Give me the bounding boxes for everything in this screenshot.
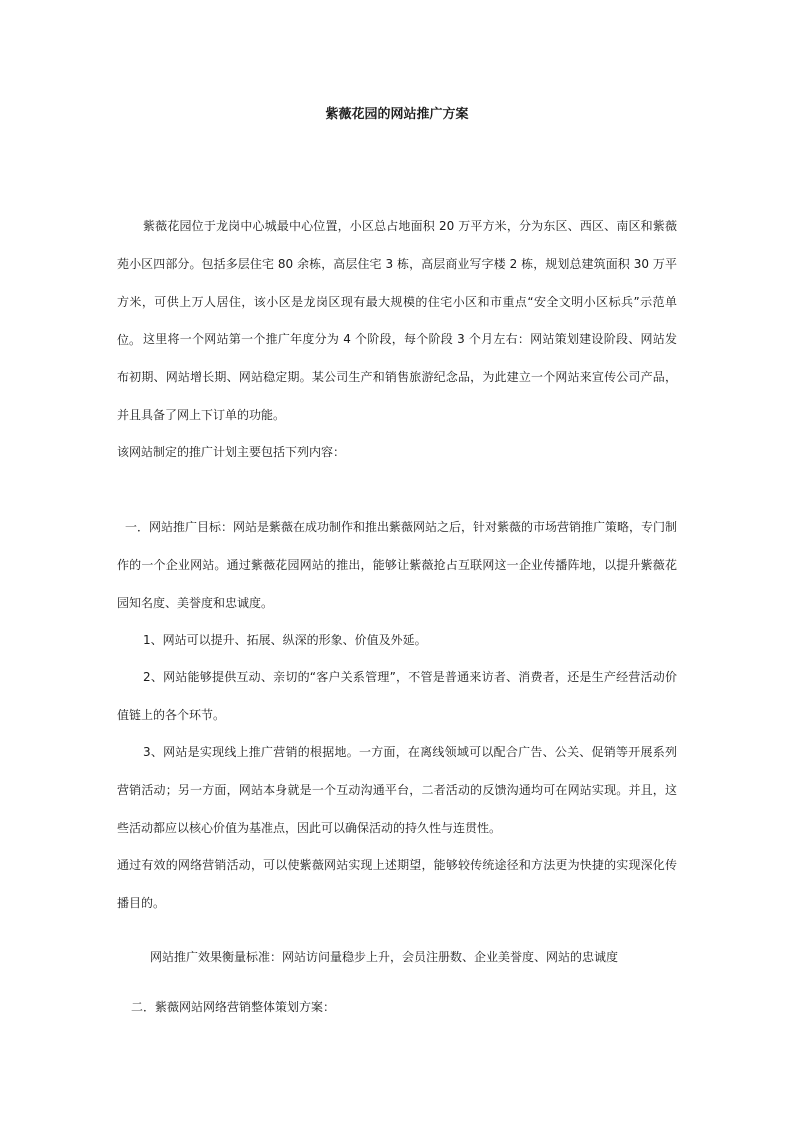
document-title: 紫薇花园的网站推广方案 — [325, 107, 469, 122]
list-item-3: 3、网站是实现线上推广营销的根据地。一方面，在离线领域可以配合广告、公关、促销等开展系列营销活动；另一方面，网站本身就是一个互动沟通平台，二者活动的反馈沟通均可在网站实现。并且，这些活动都应以核心价值为基准点，因此可以确保活动的持久性与连贯性。 — [117, 745, 677, 835]
plan-intro-paragraph: 该网站制定的推广计划主要包括下列内容： — [117, 445, 346, 459]
summary-paragraph: 通过有效的网络营销活动，可以使紫薇网站实现上述期望，能够较传统途径和方法更为快捷的实现深化传播目的。 — [117, 858, 677, 910]
effect-standard-line: 网站推广效果衡量标准：网站访问量稳步上升，会员注册数、企业美誉度、网站的忠诚度 — [150, 950, 619, 964]
section-one-paragraph: 一．网站推广目标：网站是紫薇在成功制作和推出紫薇网站之后，针对紫薇的市场营销推广策略，专门制作的一个企业网站。通过紫薇花园网站的推出，能够让紫薇抢占互联网这一企业传播阵地，以提升紫薇花园知名度、美誉度和忠诚度。 — [117, 520, 678, 610]
list-item-2: 2、网站能够提供互动、亲切的“客户关系管理”，不管是普通来访者、消费者，还是生产经营活动价值链上的各个环节。 — [117, 670, 677, 722]
intro-paragraph: 紫薇花园位于龙岗中心城最中心位置，小区总占地面积 20 万平方米，分为东区、西区、南区和紫薇苑小区四部分。包括多层住宅 80 余栋，高层住宅 3 栋，高层商业写字楼 2 栋，规划总建筑面积 30 万平方米，可供上万人居住，该小区是龙岗区现有最大规模的住宅小区和市重点“安全文明小区标兵”示范单位。 — [117, 219, 677, 347]
section-two-heading: 二．紫薇网站网络营销整体策划方案： — [131, 1000, 336, 1014]
stages-paragraph: 这里将一个网站第一个推广年度分为 4 个阶段，每个阶段 3 个月左右：网站策划建设阶段、网站发布初期、网站增长期、网站稳定期。某公司生产和销售旅游纪念品，为此建立一个网站来宣传公司产品，并且具备了网上下订单的功能。 — [117, 332, 677, 422]
list-item-1: 1、网站可以提升、拓展、纵深的形象、价值及外延。 — [143, 633, 427, 647]
